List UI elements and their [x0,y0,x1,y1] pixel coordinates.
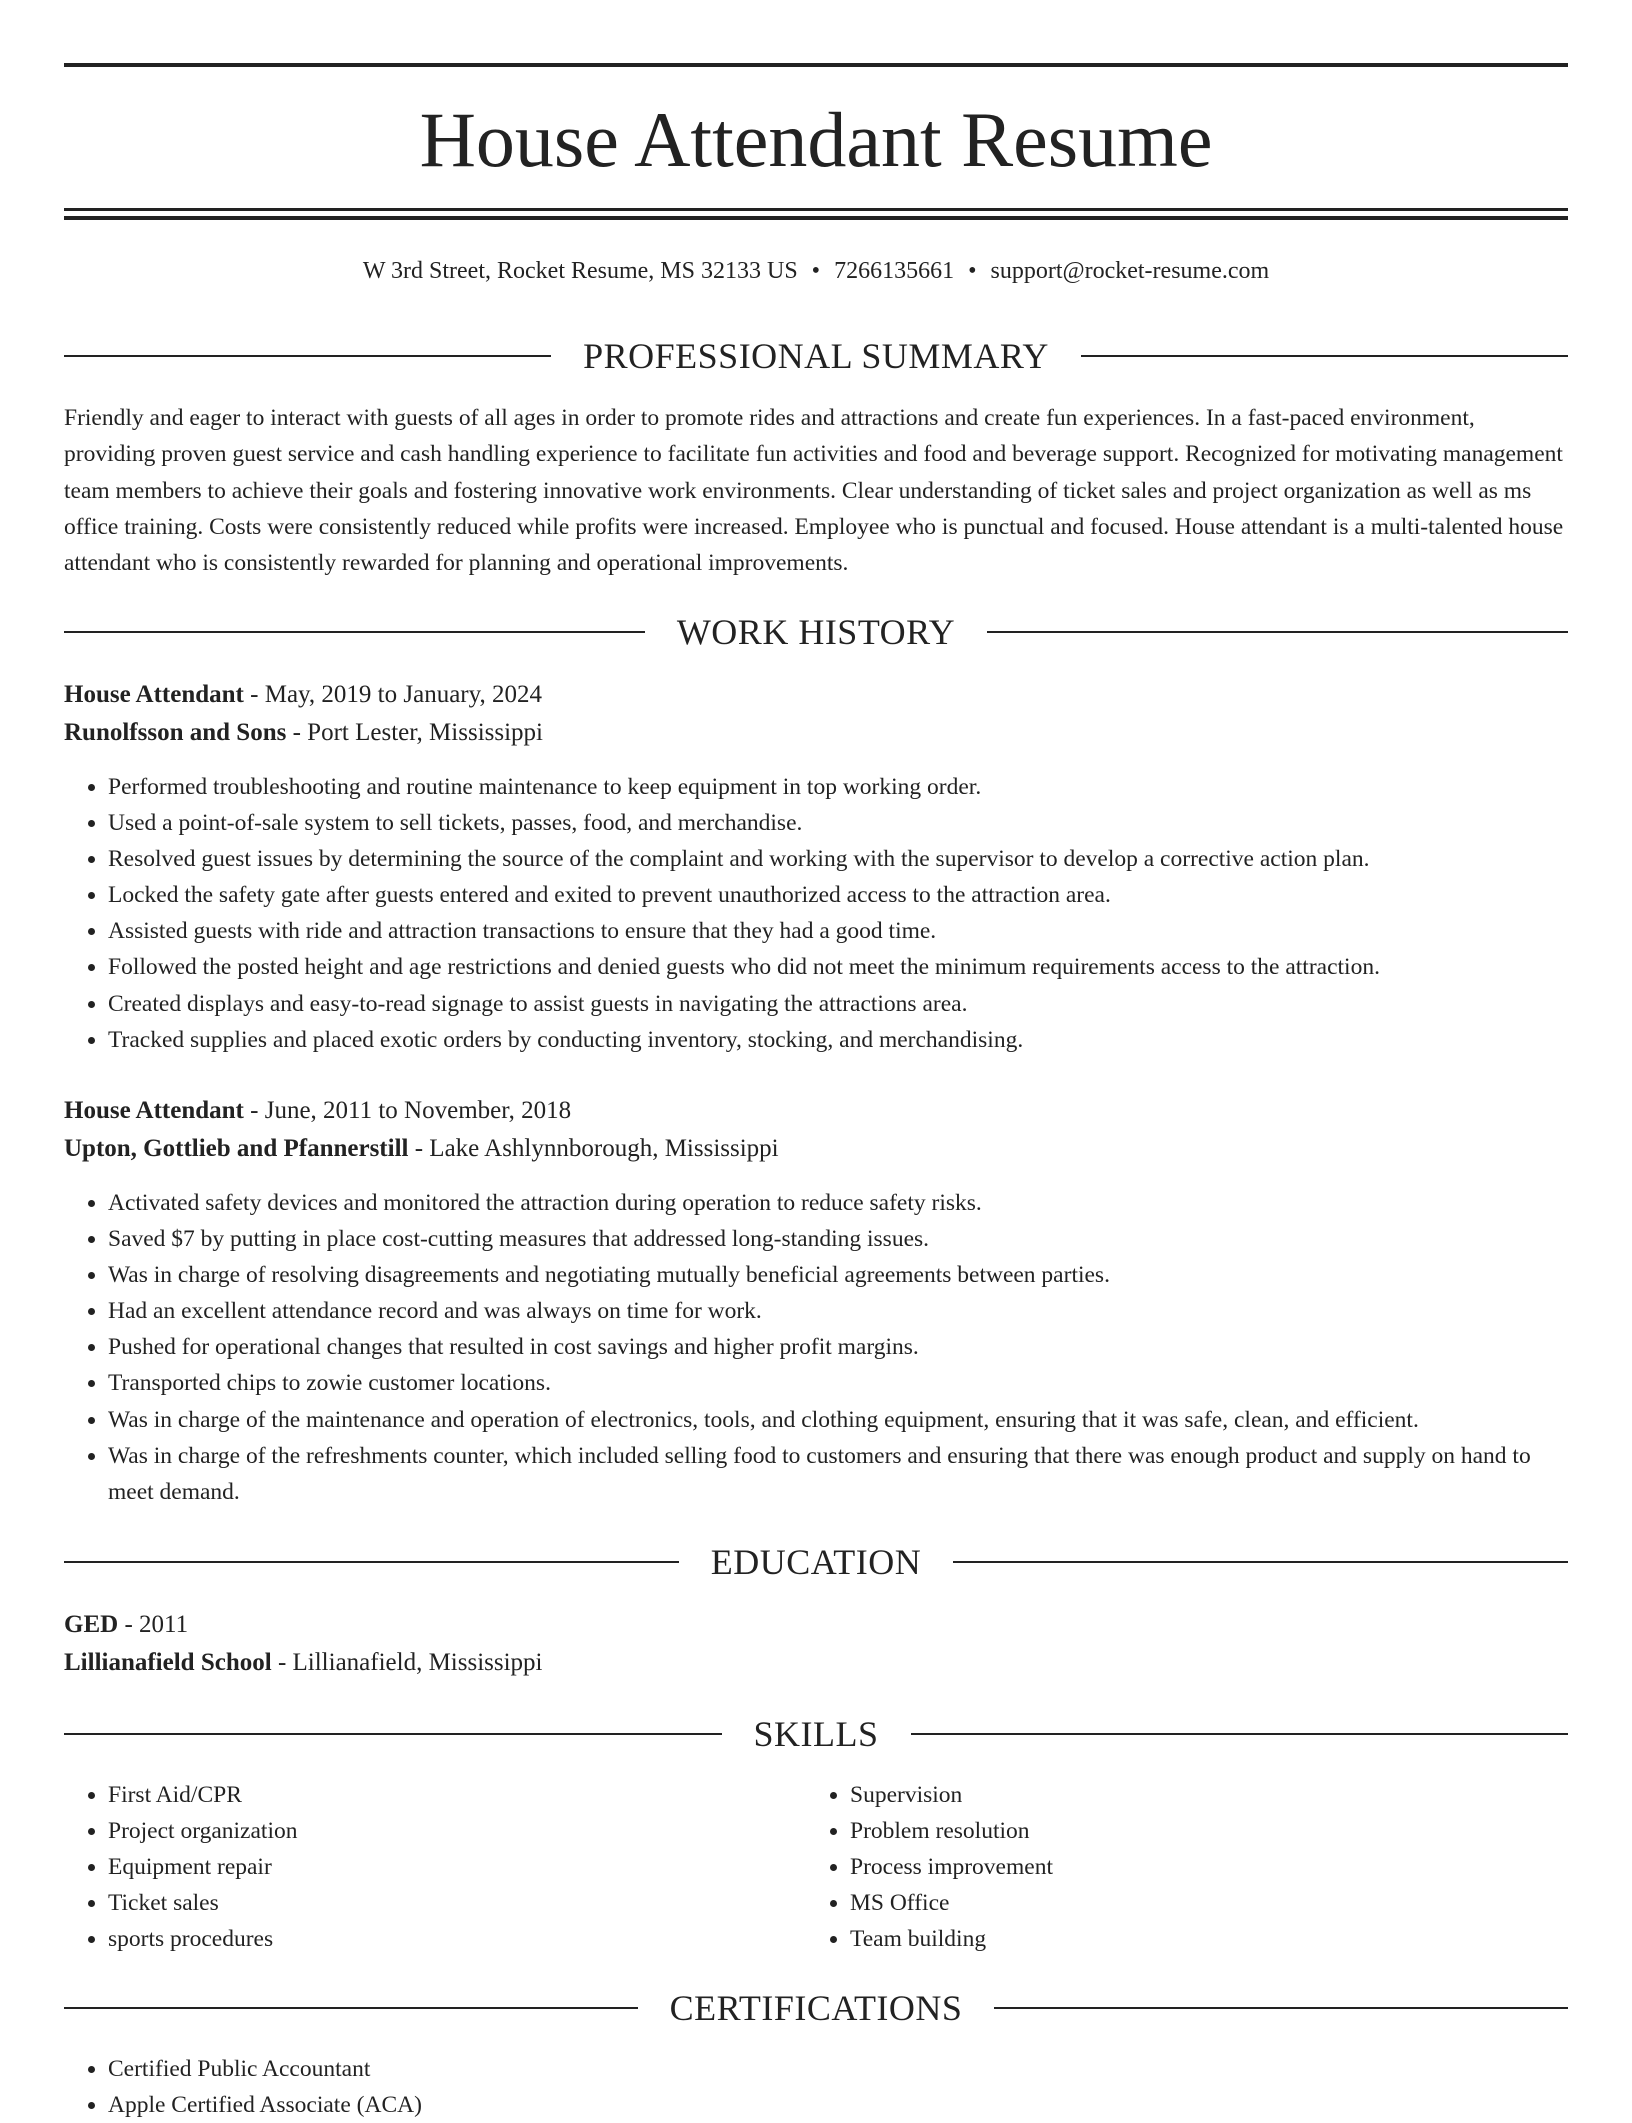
job-location: - Lake Ashlynnborough, Mississippi [408,1135,779,1162]
list-item: • Performed troubleshooting and routine maintenance to keep equipment in top working order. [108,769,1568,805]
job-header [64,676,1568,752]
job-company-line [64,1130,1568,1168]
job-company: Upton, Gottlieb and Pfannerstill [64,1135,409,1162]
skill-item: • Process improvement [850,1849,1530,1885]
section-rule [64,1561,679,1563]
list-item: • Was in charge of the maintenance and operation of electronics, tools, and clothing equipment, ensuring that it was safe, clean, and efficient. [108,1402,1568,1438]
job-bullets [64,1185,1568,1510]
skill-item: • Problem resolution [850,1813,1530,1849]
list-item: • Created displays and easy-to-read signage to assist guests in navigating the attractions area. [108,986,1568,1022]
job-location: - Port Lester, Mississippi [286,719,543,746]
title-double-rule [64,208,1568,220]
list-item: • Assisted guests with ride and attraction transactions to ensure that they had a good time. [108,913,1568,949]
contact-address: W 3rd Street, Rocket Resume, MS 32133 US [362,258,798,284]
section-rule [64,355,551,357]
skill-item: • MS Office [850,1885,1530,1921]
section-rule [953,1561,1568,1563]
education-school-line [64,1644,1568,1682]
education-entry [64,1606,1568,1682]
section-title: SKILLS [753,1714,879,1754]
skill-item: • First Aid/CPR [108,1777,788,1813]
certification-item: • Apple Certified Associate (ACA) [108,2087,1568,2123]
skill-item: • sports procedures [108,1921,788,1957]
skills-list-right [806,1777,1530,1957]
education-degree-line [64,1606,1568,1644]
job-header [64,1092,1568,1168]
section-title: PROFESSIONAL SUMMARY [583,336,1049,376]
section-rule [1081,355,1568,357]
skill-item: • Equipment repair [108,1849,788,1885]
education-degree: GED [64,1611,119,1638]
section-rule [64,631,645,633]
section-header-skills [64,1712,1568,1756]
education-school: Lillianafield School [64,1649,272,1676]
list-item: • Used a point-of-sale system to sell tickets, passes, food, and merchandise. [108,805,1568,841]
list-item: • Tracked supplies and placed exotic orders by conducting inventory, stocking, and merchandising. [108,1022,1568,1058]
list-item: • Saved $7 by putting in place cost-cutting measures that addressed long-standing issues. [108,1221,1568,1257]
top-rule [64,63,1568,67]
contact-email[interactable]: support@rocket-resume.com [990,258,1270,284]
skill-item: • Project organization [108,1813,788,1849]
section-rule [994,2007,1568,2009]
certification-item: • Certified Public Accountant [108,2051,1568,2087]
skill-item: • Ticket sales [108,1885,788,1921]
list-item: • Had an excellent attendance record and was always on time for work. [108,1293,1568,1329]
skill-item: • Supervision [850,1777,1530,1813]
job-title-line [64,676,1568,714]
list-item: • Transported chips to zowie customer locations. [108,1365,1568,1401]
job-company: Runolfsson and Sons [64,719,287,746]
contact-line [64,254,1568,288]
contact-separator: • [811,258,821,284]
section-title: EDUCATION [710,1542,922,1582]
section-rule [987,631,1568,633]
list-item: • Was in charge of the refreshments counter, which included selling food to customers and ensuring that there was enough product and supply on hand to meet demand. [108,1438,1568,1510]
section-rule [64,2007,638,2009]
list-item: • Locked the safety gate after guests entered and exited to prevent unauthorized access to the attraction area. [108,877,1568,913]
section-header-certifications [64,1986,1568,2030]
job-title: House Attendant [64,1097,244,1124]
certifications-list [64,2051,1568,2123]
job-company-line [64,714,1568,752]
summary-text: Friendly and eager to interact with guests of all ages in order to promote rides and attractions and create fun experiences. In a fast-paced environment, providing proven guest service and cash handling experience to facilitate fun activities and food and beverage support. Recognized for motivating management team members to achieve their goals and fostering innovative work environments. Clear understanding of ticket sales and project organization as well as ms office training. Costs were consistently reduced while profits were increased. Employee who is punctual and focused. House attendant is a multi-talented house attendant who is consistently rewarded for planning and operational improvements. [64,405,1564,577]
list-item: • Resolved guest issues by determining the source of the complaint and working with the supervisor to develop a corrective action plan. [108,841,1568,877]
job-title-line [64,1092,1568,1130]
section-header-summary [64,334,1568,378]
contact-phone: 7266135661 [834,258,955,284]
job-bullets [64,769,1568,1058]
job-dates: - May, 2019 to January, 2024 [243,681,542,708]
section-title: WORK HISTORY [676,612,956,652]
list-item: • Followed the posted height and age restrictions and denied guests who did not meet the minimum requirements access to the attraction. [108,949,1568,985]
skill-item: • Team building [850,1921,1530,1957]
section-rule [911,1733,1569,1735]
section-title: CERTIFICATIONS [669,1988,963,2028]
list-item: • Activated safety devices and monitored the attraction during operation to reduce safety risks. [108,1185,1568,1221]
resume-title: House Attendant Resume [419,96,1213,183]
section-header-education [64,1540,1568,1584]
education-location: - Lillianafield, Mississippi [271,1649,543,1676]
list-item: • Pushed for operational changes that resulted in cost savings and higher profit margins. [108,1329,1568,1365]
list-item: • Was in charge of resolving disagreements and negotiating mutually beneficial agreements between parties. [108,1257,1568,1293]
section-rule [64,1733,722,1735]
education-year: - 2011 [118,1611,189,1638]
contact-separator: • [968,258,977,284]
job-title: House Attendant [64,681,244,708]
job-dates: - June, 2011 to November, 2018 [243,1097,572,1124]
section-header-work [64,610,1568,654]
skills-list-left [64,1777,788,1957]
